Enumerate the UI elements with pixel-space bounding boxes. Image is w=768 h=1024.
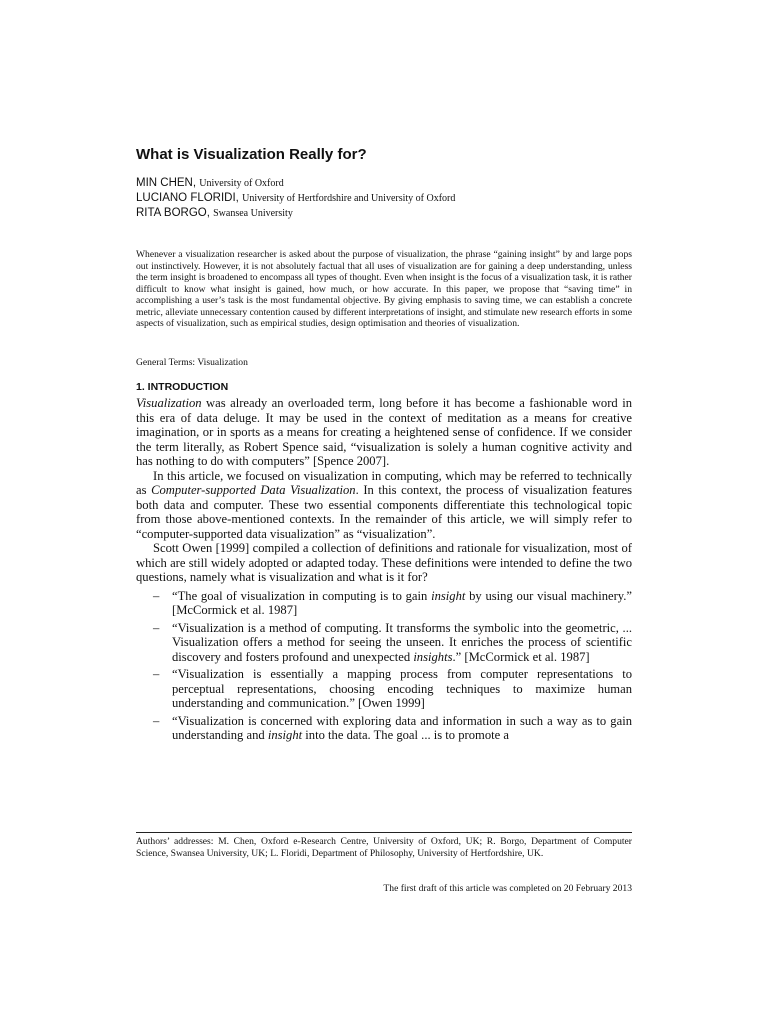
paragraph-text: In this article, we focused on visualization in computing, which may be referred to technically as [136,468,632,497]
section-heading: 1. INTRODUCTION [136,381,229,393]
author-line [136,176,636,191]
body-text [136,396,632,746]
author-affiliation: University of Hertfordshire and University of Oxford [242,193,456,204]
author-line [136,206,636,221]
footnote: Authors’ addresses: M. Chen, Oxford e-Research Centre, University of Oxford, UK; R. Borgo, Department of Computer Science, Swansea University, UK; L. Floridi, Department of Philosophy, University of Hertfordshire, UK. [136,836,632,859]
list-item [136,714,632,743]
paper-title: What is Visualization Really for? [136,146,367,163]
paragraph-text: was already an overloaded term, long before it has become a fashionable word in this era of data deluge. It may be used in the context of meditation as a means for creative imagination, or in sports as a means for creating a heightened sense of confidence. If we consider the term literally, as Robert Spence said, “visualization is solely a human cognitive activity and has nothing to do with computers” [Spence 2007]. [136,396,632,468]
list-item [136,667,632,711]
list-item [136,589,632,618]
list-item [136,621,632,665]
author-affiliation: Swansea University [213,208,293,219]
author-name: MIN CHEN, [136,177,197,189]
author-name: RITA BORGO, [136,207,210,219]
quote-text: “Visualization is concerned with exploring data and information in such a way as to gain understanding and [172,713,632,742]
quote-text: “The goal of visualization in computing is to gain [172,588,432,603]
author-list [136,176,636,221]
quote-text: by using our visual machinery.” [McCormick et al. 1987] [172,588,632,617]
emphasis: Computer-supported Data Visualization [151,483,356,497]
quote-list [136,589,632,743]
emphasis: insights [413,649,453,664]
quote-text: “Visualization is a method of computing. It transforms the symbolic into the geometric, ... Visualization offers a method for seeing the unseen. It enriches the process of scientific discovery and fosters profound and unexpected [172,620,632,664]
draft-note: The first draft of this article was completed on 20 February 2013 [383,883,632,894]
quote-text: “Visualization is essentially a mapping process from computer representations to perceptual representations, choosing encoding techniques to maximize human understanding and communication.” [Owen 1999] [172,667,632,710]
abstract: Whenever a visualization researcher is asked about the purpose of visualization, the phrase “gaining insight” by and large pops out instinctively. However, it is not absolutely factual that all uses of visualization are for gaining a deep understanding, unless the term insight is broadened to encompass all types of thought. Even when insight is the focus of a visualization task, it is rather difficult to know what insight is gained, how much, or how accurate. In this paper, we propose that “saving time” in accomplishing a user’s task is the most fundamental objective. By giving emphasis to saving time, we can establish a concrete metric, alleviate unnecessary contention caused by different interpretations of insight, and stimulate new research efforts in some aspects of visualization, such as empirical studies, design optimisation and theories of visualization. [136,249,632,329]
bullet-dash: – [153,713,160,728]
emphasis: Visualization [136,396,202,410]
emphasis: insight [431,588,466,603]
bullet-dash: – [153,588,160,603]
general-terms: General Terms: Visualization [136,357,248,368]
bullet-dash: – [153,620,160,635]
author-name: LUCIANO FLORIDI, [136,192,239,204]
author-affiliation: University of Oxford [199,178,284,189]
emphasis: insight [267,728,303,742]
paragraph [136,396,632,469]
author-line [136,191,636,206]
paragraph [136,469,632,542]
footnote-rule [136,832,632,833]
bullet-dash: – [153,667,160,681]
paragraph: Scott Owen [1999] compiled a collection of definitions and rationale for visualization, most of which are still widely adopted or adapted today. These definitions were intended to define the two questions, namely what is visualization and what is it for? [136,541,632,584]
quote-text: .” [McCormick et al. 1987] [452,649,590,664]
paragraph-text: . In this context, the process of visualization features both data and computer. These two essential components differentiate this technological topic from those above-mentioned contexts. In the remainder of this article, we will simply refer to “computer-supported data visualization” as “visualization”. [136,483,633,541]
quote-text: into the data. The goal ... is to promote a [302,728,509,742]
